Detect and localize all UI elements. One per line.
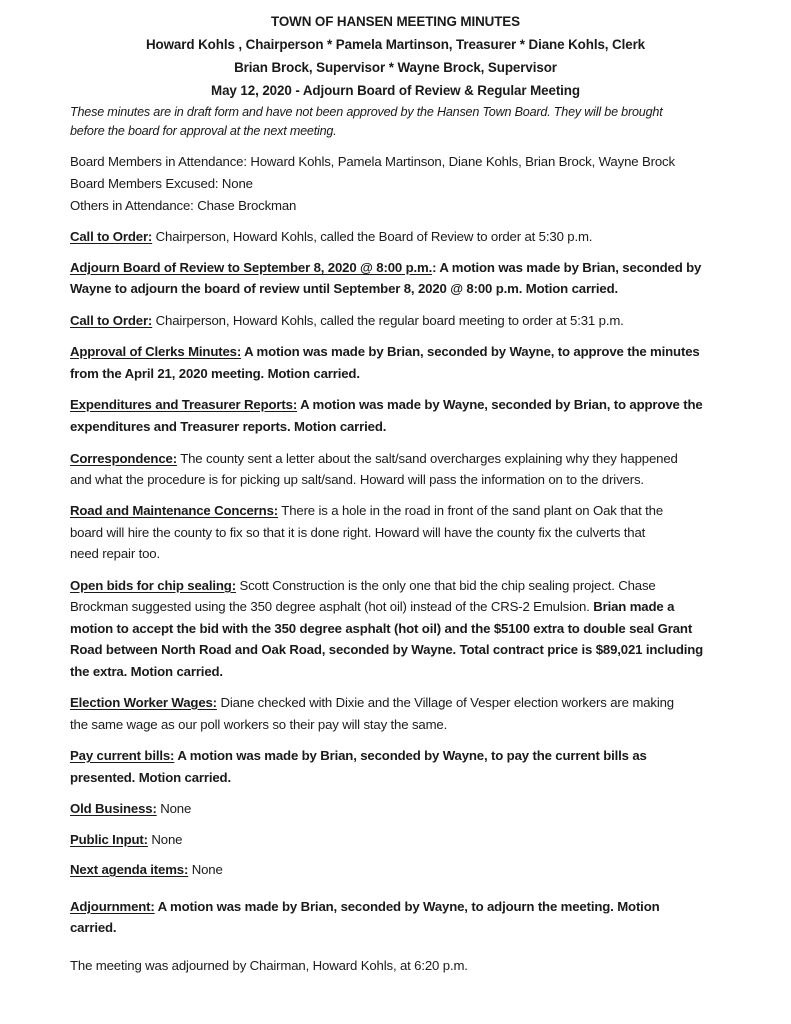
section-heading: Pay current bills: [70, 748, 175, 763]
section-adjournment [70, 899, 660, 914]
section-heading: Call to Order: [70, 313, 153, 328]
section-text: Chairperson, Howard Kohls, called the Board of Review to order at 5:30 p.m. [152, 229, 593, 244]
document-title: TOWN OF HANSEN MEETING MINUTES [271, 14, 520, 29]
section-text: None [147, 832, 183, 847]
section-heading: Road and Maintenance Concerns: [70, 503, 279, 518]
section-text: Scott Construction is the only one that bid the chip sealing project. Chase [235, 578, 656, 593]
section-public-input [70, 832, 182, 847]
section-heading: Election Worker Wages: [70, 695, 217, 710]
section-clerks-minutes-line-2: from the April 21, 2020 meeting. Motion carried. [70, 366, 360, 381]
section-text: There is a hole in the road in front of the sand plant on Oak that the [278, 503, 664, 518]
section-text: Brockman suggested using the 350 degree asphalt (hot oil) instead of the CRS-2 Emulsion. [70, 599, 594, 614]
section-text: None [188, 862, 223, 877]
section-road-maintenance-line-3: need repair too. [70, 546, 160, 561]
section-heading: Adjourn Board of Review to September 8, 2020 @ 8:00 p.m. [70, 260, 433, 275]
section-heading: Open bids for chip sealing: [70, 578, 236, 593]
section-call-to-order-2 [70, 313, 624, 328]
section-road-maintenance [70, 503, 663, 518]
officers-line-2: Brian Brock, Supervisor * Wayne Brock, Supervisor [234, 60, 557, 75]
section-heading: Public Input: [70, 832, 148, 847]
members-excused: Board Members Excused: None [70, 176, 253, 191]
section-election-wages [70, 695, 674, 710]
section-adjourn-bor-line-2: Wayne to adjourn the board of review until September 8, 2020 @ 8:00 p.m. Motion carried. [70, 281, 619, 296]
section-correspondence [70, 451, 678, 466]
section-heading: Correspondence: [70, 451, 177, 466]
section-chip-sealing-line-5: the extra. Motion carried. [70, 664, 223, 679]
section-adjournment-line-2: carried. [70, 920, 117, 935]
members-present: Board Members in Attendance: Howard Kohls, Pamela Martinson, Diane Kohls, Brian Brock, Wayne Brock [70, 154, 675, 169]
section-text: A motion was made by Wayne, seconded by Brian, to approve the [297, 397, 703, 412]
section-call-to-order-1 [70, 229, 592, 244]
draft-notice-line-1: These minutes are in draft form and have not been approved by the Hansen Town Board. They will be brought [70, 105, 663, 119]
section-pay-bills [70, 748, 647, 763]
section-text: None [156, 801, 192, 816]
section-old-business [70, 801, 191, 816]
section-motion-text: Brian made a [593, 599, 675, 614]
section-pay-bills-line-2: presented. Motion carried. [70, 770, 231, 785]
section-text: A motion was made by Brian, seconded by Wayne, to adjourn the meeting. Motion [154, 899, 660, 914]
section-text: Chairperson, Howard Kohls, called the regular board meeting to order at 5:31 p.m. [152, 313, 624, 328]
section-text: : A motion was made by Brian, seconded by [432, 260, 702, 275]
section-election-wages-line-2: the same wage as our poll workers so their pay will stay the same. [70, 717, 448, 732]
closing-statement: The meeting was adjourned by Chairman, Howard Kohls, at 6:20 p.m. [70, 958, 468, 973]
section-chip-sealing-line-3: motion to accept the bid with the 350 degree asphalt (hot oil) and the $5100 extra to double seal Grant [70, 621, 693, 636]
section-correspondence-line-2: and what the procedure is for picking up salt/sand. Howard will pass the information on to the drivers. [70, 472, 644, 487]
section-chip-sealing [70, 578, 656, 593]
section-clerks-minutes [70, 344, 700, 359]
section-chip-sealing-line-2 [70, 599, 674, 614]
section-heading: Adjournment: [70, 899, 155, 914]
section-heading: Approval of Clerks Minutes: [70, 344, 242, 359]
section-heading: Old Business: [70, 801, 157, 816]
section-chip-sealing-line-4: Road between North Road and Oak Road, seconded by Wayne. Total contract price is $89,021 including [70, 642, 704, 657]
section-text: The county sent a letter about the salt/sand overcharges explaining why they happened [176, 451, 678, 466]
section-text: A motion was made by Brian, seconded by Wayne, to approve the minutes [241, 344, 700, 359]
section-heading: Call to Order: [70, 229, 153, 244]
section-heading: Next agenda items: [70, 862, 189, 877]
section-adjourn-bor [70, 260, 701, 275]
section-text: Diane checked with Dixie and the Village of Vesper election workers are making [216, 695, 674, 710]
section-text: A motion was made by Brian, seconded by Wayne, to pay the current bills as [174, 748, 647, 763]
section-heading: Expenditures and Treasurer Reports: [70, 397, 298, 412]
draft-notice-line-2: before the board for approval at the next meeting. [70, 124, 337, 138]
officers-line-1: Howard Kohls , Chairperson * Pamela Martinson, Treasurer * Diane Kohls, Clerk [145, 37, 646, 52]
section-expenditures [70, 397, 703, 412]
meeting-date: May 12, 2020 - Adjourn Board of Review & Regular Meeting [211, 83, 580, 98]
section-next-agenda [70, 862, 223, 877]
section-expenditures-line-2: expenditures and Treasurer reports. Motion carried. [70, 419, 387, 434]
section-road-maintenance-line-2: board will hire the county to fix so that it is done right. Howard will have the county fix the culverts that [70, 525, 646, 540]
others-in-attendance: Others in Attendance: Chase Brockman [70, 198, 297, 213]
